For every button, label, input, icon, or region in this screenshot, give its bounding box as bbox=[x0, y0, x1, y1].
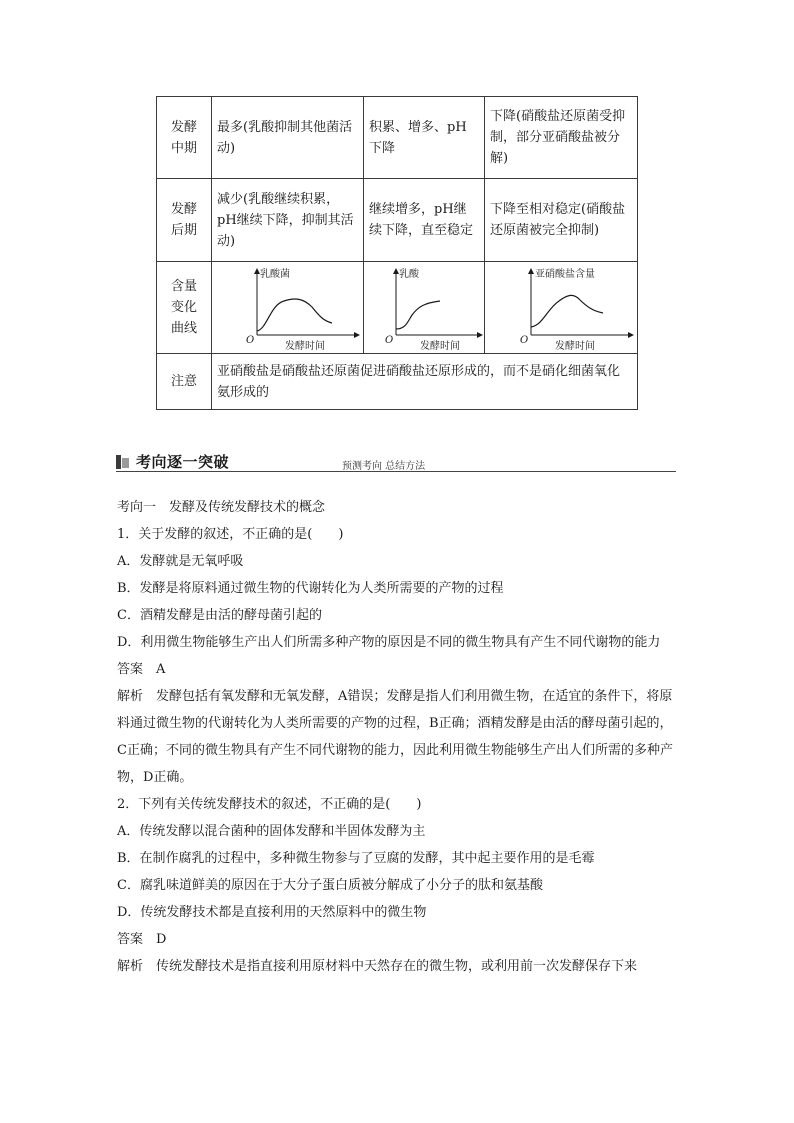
curve-row bbox=[157, 262, 638, 354]
section-title: 考向逐一突破 bbox=[136, 453, 230, 471]
lactic-cell: 积累、增多、pH下降 bbox=[364, 97, 485, 179]
curve-xlabel: 发酵时间 bbox=[420, 340, 460, 352]
option-d: D．传统发酵技术都是直接利用的天然原料中的微生物 bbox=[117, 905, 427, 920]
note-row bbox=[157, 354, 638, 410]
nitrite-curve bbox=[531, 295, 603, 327]
option-d: D．利用微生物能够生产出人们所需多种产物的原因是不同的微生物具有产生不同代谢物的能力 bbox=[117, 635, 661, 650]
answer: 答案 A bbox=[117, 662, 166, 677]
curve-cell-lactic bbox=[364, 262, 485, 354]
question-stem: 1．关于发酵的叙述，不正确的是( ) bbox=[117, 527, 344, 542]
stage-cell bbox=[157, 97, 212, 179]
curve-origin: O bbox=[246, 334, 255, 346]
stage-label: 发酵 中期 bbox=[170, 119, 197, 156]
nitrite-cell: 下降至相对稳定(硝酸盐还原菌被完全抑制) bbox=[485, 179, 638, 262]
option-a: A．传统发酵以混合菌种的固体发酵和半固体发酵为主 bbox=[117, 824, 426, 839]
curve-ylabel: 亚硝酸盐含量 bbox=[535, 268, 595, 280]
option-c: C．酒精发酵是由活的酵母菌引起的 bbox=[117, 608, 322, 623]
section-subtitle: 预测考向 总结方法 bbox=[342, 461, 426, 472]
fermentation-table bbox=[156, 96, 638, 410]
nitrite-cell: 下降(硝酸盐还原菌受抑制，部分亚硝酸盐被分解) bbox=[485, 97, 638, 179]
curve-origin: O bbox=[520, 334, 529, 346]
stage-cell bbox=[157, 262, 212, 354]
analysis: 解析 传统发酵技术是指直接利用原材料中天然存在的微生物，或利用前一次发酵保存下来 bbox=[117, 959, 638, 974]
section-header bbox=[116, 450, 676, 474]
answer: 答案 D bbox=[117, 932, 167, 947]
curve-xlabel: 发酵时间 bbox=[555, 340, 595, 352]
option-b: B．在制作腐乳的过程中，多种微生物参与了豆腐的发酵，其中起主要作用的是毛霉 bbox=[117, 851, 595, 866]
section-divider bbox=[116, 471, 676, 472]
stage-cell bbox=[157, 179, 212, 262]
nitrite-curve-chart bbox=[485, 263, 637, 353]
curve-xlabel: 发酵时间 bbox=[285, 340, 325, 352]
curve-cell-nitrite bbox=[485, 262, 638, 354]
option-b: B．发酵是将原料通过微生物的代谢转化为人类所需要的产物的过程 bbox=[117, 581, 504, 596]
table-row bbox=[157, 179, 638, 262]
question-content bbox=[117, 494, 681, 980]
curve-row-label: 含量 变化 曲线 bbox=[170, 279, 197, 336]
stage-label: 发酵 后期 bbox=[170, 202, 197, 238]
note-label: 注意 bbox=[157, 354, 212, 410]
curve-ylabel: 乳酸菌 bbox=[260, 268, 290, 280]
question-stem: 2．下列有关传统发酵技术的叙述，不正确的是( ) bbox=[117, 797, 422, 812]
bacteria-curve bbox=[257, 299, 332, 331]
note-text: 亚硝酸盐是硝酸盐还原菌促进硝酸盐还原形成的，而不是硝化细菌氧化氨形成的 bbox=[212, 354, 638, 410]
curve-origin: O bbox=[385, 334, 394, 346]
analysis: 解析 发酵包括有氧发酵和无氧发酵，A错误；发酵是指人们利用微生物，在适宜的条件下，将原料通过微生物的代谢转化为人类所需要的产物的过程，B正确；酒精发酵是由活的酵母菌引起的，C正确；不同的微生物具有产生不同代谢物的能力，因此利用微生物能够生产出人们所需的多种产物，D正确。 bbox=[117, 689, 673, 785]
option-c: C．腐乳味道鲜美的原因在于大分子蛋白质被分解成了小分子的肽和氨基酸 bbox=[117, 878, 543, 893]
bacteria-cell: 减少(乳酸继续积累，pH继续下降，抑制其活动) bbox=[212, 179, 364, 262]
curve-ylabel: 乳酸 bbox=[399, 268, 419, 280]
bacteria-curve-chart bbox=[212, 263, 363, 353]
bacteria-cell: 最多(乳酸抑制其他菌活动) bbox=[212, 97, 364, 179]
curve-cell-bacteria bbox=[212, 262, 364, 354]
lactic-curve bbox=[396, 301, 440, 329]
lactic-curve-chart bbox=[364, 263, 484, 353]
section-bar-icon bbox=[116, 455, 121, 469]
table-row bbox=[157, 97, 638, 179]
option-a: A．发酵就是无氧呼吸 bbox=[117, 554, 244, 569]
section-tag-icon bbox=[122, 458, 129, 468]
topic-heading: 考向一 发酵及传统发酵技术的概念 bbox=[117, 500, 326, 515]
lactic-cell: 继续增多，pH继续下降，直至稳定 bbox=[364, 179, 485, 262]
